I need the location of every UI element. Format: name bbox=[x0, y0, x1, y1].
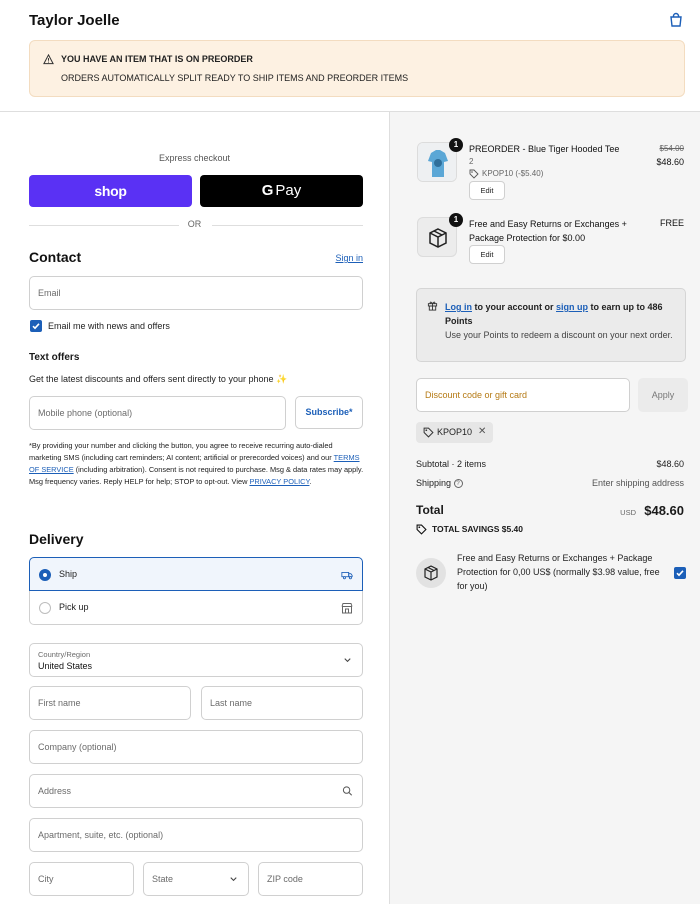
search-icon bbox=[342, 786, 353, 797]
shipping-label-text: Shipping bbox=[416, 478, 452, 488]
company-field[interactable] bbox=[29, 730, 363, 764]
shopping-bag-icon[interactable] bbox=[668, 12, 684, 28]
sign-in-link[interactable]: Sign in bbox=[335, 253, 363, 263]
mobile-phone-field[interactable] bbox=[29, 396, 286, 430]
checkout-form bbox=[0, 112, 389, 904]
ship-option[interactable] bbox=[29, 557, 363, 591]
loyalty-points-box bbox=[416, 288, 686, 362]
mobile-phone-placeholder: Mobile phone (optional) bbox=[38, 408, 133, 418]
apply-discount-button[interactable]: Apply bbox=[638, 378, 688, 412]
checkmark-icon bbox=[31, 321, 41, 331]
chevron-down-icon bbox=[228, 874, 239, 885]
pickup-label: Pick up bbox=[59, 602, 89, 612]
order-summary bbox=[389, 112, 700, 904]
ship-radio[interactable] bbox=[39, 569, 51, 581]
contact-title: Contact bbox=[29, 249, 82, 265]
item-original-price: $54.00 bbox=[659, 144, 684, 153]
tag-icon bbox=[416, 524, 427, 535]
item-discount: KPOP10 (-$5.40) bbox=[482, 169, 544, 178]
package-protection-checkbox[interactable] bbox=[674, 567, 686, 579]
pickup-option[interactable] bbox=[29, 591, 363, 625]
shipping-label bbox=[416, 478, 463, 488]
sign-up-link[interactable]: sign up bbox=[556, 302, 589, 312]
ship-label: Ship bbox=[59, 569, 78, 579]
email-field[interactable] bbox=[29, 276, 363, 310]
company-placeholder: Company (optional) bbox=[38, 742, 117, 752]
city-placeholder: City bbox=[38, 874, 54, 884]
item-price: $48.60 bbox=[656, 157, 684, 167]
text-offers-description: Get the latest discounts and offers sent directly to your phone ✨ bbox=[29, 374, 288, 384]
package-protection-icon bbox=[416, 558, 446, 588]
address-field[interactable] bbox=[29, 774, 363, 808]
package-protection-text: Free and Easy Returns or Exchanges + Package Protection for 0,00 US$ (normally $3.98 value, free for you) bbox=[457, 553, 660, 591]
subscribe-button[interactable]: Subscribe* bbox=[295, 396, 363, 429]
first-name-placeholder: First name bbox=[38, 698, 81, 708]
checkmark-icon bbox=[675, 568, 685, 578]
country-select[interactable] bbox=[29, 643, 363, 677]
subtotal-value: $48.60 bbox=[656, 459, 684, 469]
item-quantity-badge: 1 bbox=[449, 138, 463, 152]
legal-text-2: (including arbitration). Consent is not required to purchase. Msg & data rates may apply. Msg frequency varies. Reply HELP for help; STOP to opt-out. View bbox=[29, 465, 364, 486]
or-divider-label: OR bbox=[187, 219, 202, 229]
first-name-field[interactable] bbox=[29, 686, 191, 720]
item-quantity-badge: 1 bbox=[449, 213, 463, 227]
legal-text-1: *By providing your number and clicking the button, you agree to receive recurring auto-dialed marketing SMS (including cart reminders; AI content; artificial or prerecorded voices) and our bbox=[29, 441, 334, 462]
applied-discount-chip bbox=[416, 422, 493, 443]
item-name: Free and Easy Returns or Exchanges + Package Protection for $0.00 bbox=[469, 219, 627, 243]
item-name: PREORDER - Blue Tiger Hooded Tee bbox=[469, 144, 620, 154]
truck-icon bbox=[341, 569, 353, 581]
zip-placeholder: ZIP code bbox=[267, 874, 303, 884]
total-currency: USD bbox=[620, 508, 636, 517]
checkout-header bbox=[0, 0, 700, 112]
total-label: Total bbox=[416, 503, 444, 517]
zip-field[interactable] bbox=[258, 862, 363, 896]
store-name[interactable]: Taylor Joelle bbox=[29, 12, 120, 29]
points-text-a: to your account or bbox=[472, 302, 557, 312]
remove-discount-icon[interactable]: ✕ bbox=[478, 426, 487, 437]
sms-legal-text bbox=[29, 440, 367, 488]
legal-text-3: . bbox=[309, 477, 312, 486]
applied-discount-code: KPOP10 bbox=[437, 427, 473, 437]
email-placeholder: Email bbox=[38, 288, 61, 298]
banner-text: ORDERS AUTOMATICALLY SPLIT READY TO SHIP ITEMS AND PREORDER ITEMS bbox=[61, 73, 409, 83]
apartment-placeholder: Apartment, suite, etc. (optional) bbox=[38, 830, 164, 840]
gift-icon bbox=[427, 300, 438, 311]
points-text-b: to earn up to 486 Points bbox=[445, 302, 663, 326]
log-in-link[interactable]: Log in bbox=[445, 302, 472, 312]
points-text bbox=[445, 300, 680, 328]
store-icon bbox=[341, 602, 353, 614]
address-placeholder: Address bbox=[38, 786, 72, 796]
apartment-field[interactable] bbox=[29, 818, 363, 852]
item-price: FREE bbox=[659, 218, 684, 228]
google-g-icon: G bbox=[261, 182, 274, 199]
edit-item-button[interactable]: Edit bbox=[469, 181, 505, 200]
express-checkout-label: Express checkout bbox=[158, 153, 231, 163]
pickup-radio[interactable] bbox=[39, 602, 51, 614]
chevron-down-icon bbox=[342, 655, 353, 666]
last-name-placeholder: Last name bbox=[210, 698, 253, 708]
discount-code-field[interactable] bbox=[416, 378, 630, 412]
warning-icon bbox=[43, 54, 54, 65]
subtotal-label: Subtotal · 2 items bbox=[416, 459, 487, 469]
email-opt-in-checkbox[interactable] bbox=[30, 320, 42, 332]
state-placeholder: State bbox=[152, 874, 174, 884]
discount-placeholder: Discount code or gift card bbox=[425, 390, 528, 400]
points-subtext: Use your Points to redeem a discount on your next order. bbox=[445, 330, 673, 340]
total-value: $48.60 bbox=[644, 503, 684, 518]
banner-title: YOU HAVE AN ITEM THAT IS ON PREORDER bbox=[61, 54, 253, 64]
help-circle-icon[interactable]: ? bbox=[454, 479, 463, 488]
tag-icon bbox=[469, 169, 479, 179]
google-pay-button[interactable] bbox=[200, 175, 363, 207]
last-name-field[interactable] bbox=[201, 686, 363, 720]
country-label: Country/Region bbox=[38, 650, 91, 659]
item-variant: 2 bbox=[469, 157, 474, 166]
terms-of-service-link[interactable]: TERMS OF SERVICE bbox=[29, 453, 360, 474]
shop-pay-button[interactable]: shop bbox=[29, 175, 192, 207]
edit-item-button[interactable]: Edit bbox=[469, 245, 505, 264]
gpay-label: Pay bbox=[275, 182, 302, 199]
total-savings: TOTAL SAVINGS $5.40 bbox=[432, 524, 524, 534]
shipping-value: Enter shipping address bbox=[591, 478, 684, 488]
city-field[interactable] bbox=[29, 862, 134, 896]
country-value: United States bbox=[38, 661, 93, 671]
delivery-title: Delivery bbox=[29, 531, 84, 547]
tag-icon bbox=[423, 427, 434, 438]
text-offers-title: Text offers bbox=[29, 352, 80, 363]
preorder-banner bbox=[29, 40, 685, 97]
state-select[interactable] bbox=[143, 862, 249, 896]
privacy-policy-link[interactable]: PRIVACY POLICY bbox=[249, 477, 310, 486]
email-opt-in-label: Email me with news and offers bbox=[48, 321, 170, 331]
